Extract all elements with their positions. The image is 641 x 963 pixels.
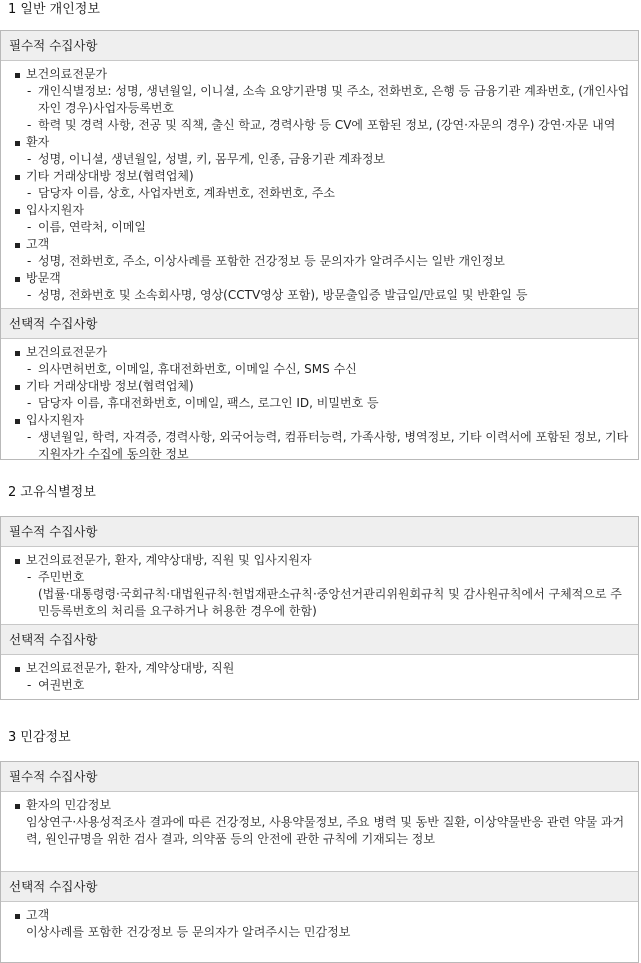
category-label: 고객 xyxy=(26,908,50,922)
item-text: 여권번호 xyxy=(38,678,85,692)
section-1-optional-header: 선택적 수집사항 xyxy=(1,308,638,339)
list-item xyxy=(15,134,630,168)
category-label: 기타 거래상대방 정보(협력업체) xyxy=(26,169,194,183)
dash-icon: - xyxy=(27,152,32,166)
section-2-optional-header: 선택적 수집사항 xyxy=(1,624,638,655)
category-label: 환자의 민감정보 xyxy=(26,798,111,812)
item-text: 임상연구·사용성적조사 결과에 따른 건강정보, 사용약물정보, 주요 병력 및 동반 질환, 이상약물반응 관련 약물 과거력, 원인규명을 위한 검사 결과, 의약품 등의 안전에 관한 규칙에 기재되는 정보 xyxy=(26,815,625,846)
item-text: 주민번호 xyxy=(38,570,85,584)
list-item xyxy=(27,117,630,134)
category-label: 환자 xyxy=(26,135,50,149)
dash-icon: - xyxy=(27,220,32,234)
list-item xyxy=(27,253,630,270)
item-text: 성명, 전화번호 및 소속회사명, 영상(CCTV영상 포함), 방문출입증 발급일/만료일 및 반환일 등 xyxy=(38,288,528,302)
item-text: 개인식별정보: 성명, 생년월일, 이니셜, 소속 요양기관명 및 주소, 전화번호, 은행 등 금융기관 계좌번호, (개인사업자인 경우)사업자등록번호 xyxy=(38,84,630,115)
section-2-required-header: 필수적 수집사항 xyxy=(1,517,638,547)
list-item xyxy=(27,395,630,412)
dash-icon: - xyxy=(27,678,32,692)
list-item xyxy=(27,185,630,202)
category-label: 보건의료전문가, 환자, 계약상대방, 직원 xyxy=(26,661,235,675)
dash-icon: - xyxy=(27,430,32,444)
category-label: 고객 xyxy=(26,237,50,251)
item-text: 의사면허번호, 이메일, 휴대전화번호, 이메일 수신, SMS 수신 xyxy=(38,362,357,376)
list-item xyxy=(27,287,630,304)
list-item xyxy=(15,202,630,236)
dash-icon: - xyxy=(27,186,32,200)
list-item xyxy=(15,660,630,694)
list-item xyxy=(15,552,630,620)
section-3-title: 3 민감정보 xyxy=(8,730,71,745)
section-1-required-body xyxy=(1,61,638,308)
section-3-required-header: 필수적 수집사항 xyxy=(1,762,638,792)
section-3-optional-body xyxy=(1,902,638,945)
list-item xyxy=(27,569,630,586)
list-item xyxy=(15,797,630,848)
category-label: 보건의료전문가, 환자, 계약상대방, 직원 및 입사지원자 xyxy=(26,553,312,567)
list-item xyxy=(15,344,630,378)
item-text: 담당자 이름, 상호, 사업자번호, 계좌번호, 전화번호, 주소 xyxy=(38,186,335,200)
section-2-box xyxy=(0,516,639,700)
item-text: 성명, 전화번호, 주소, 이상사례를 포함한 건강정보 등 문의자가 알려주시는 일반 개인정보 xyxy=(38,254,505,268)
dash-icon: - xyxy=(27,570,32,584)
dash-icon: - xyxy=(27,84,32,98)
section-1-required-header: 필수적 수집사항 xyxy=(1,31,638,61)
category-label: 입사지원자 xyxy=(26,413,84,427)
list-item xyxy=(27,83,630,117)
dash-icon: - xyxy=(27,118,32,132)
list-item xyxy=(15,236,630,270)
section-2-required-body xyxy=(1,547,638,624)
section-3-box xyxy=(0,761,639,963)
section-1-box xyxy=(0,30,639,460)
note-text: (법률·대통령령·국회규칙·대법원규칙·헌법재판소규칙·중앙선거관리위원회규칙 및 감사원규칙에서 구체적으로 주민등록번호의 처리를 요구하거나 허용한 경우에 한함) xyxy=(38,587,622,618)
item-text: 성명, 이니셜, 생년월일, 성별, 키, 몸무게, 인종, 금융기관 계좌정보 xyxy=(38,152,386,166)
list-item xyxy=(15,378,630,412)
section-1-title: 1 일반 개인정보 xyxy=(8,2,100,17)
item-text: 담당자 이름, 휴대전화번호, 이메일, 팩스, 로그인 ID, 비밀번호 등 xyxy=(38,396,379,410)
dash-icon: - xyxy=(27,396,32,410)
section-2-title: 2 고유식별정보 xyxy=(8,485,96,500)
item-text: 이상사례를 포함한 건강정보 등 문의자가 알려주시는 민감정보 xyxy=(26,925,351,939)
list-item xyxy=(27,219,630,236)
item-text: 학력 및 경력 사항, 전공 및 직책, 출신 학교, 경력사항 등 CV에 포함된 정보, (강연·자문의 경우) 강연·자문 내역 xyxy=(38,118,616,132)
list-item xyxy=(15,168,630,202)
list-item xyxy=(15,66,630,134)
category-label: 기타 거래상대방 정보(협력업체) xyxy=(26,379,194,393)
section-1-optional-body xyxy=(1,339,638,467)
list-item xyxy=(27,151,630,168)
category-label: 보건의료전문가 xyxy=(26,345,108,359)
list-item xyxy=(15,412,630,463)
item-text: 이름, 연락처, 이메일 xyxy=(38,220,146,234)
dash-icon: - xyxy=(27,254,32,268)
section-3-optional-header: 선택적 수집사항 xyxy=(1,871,638,902)
list-item xyxy=(27,361,630,378)
category-label: 입사지원자 xyxy=(26,203,84,217)
section-3-required-body xyxy=(1,792,638,871)
item-text: 생년월일, 학력, 자격증, 경력사항, 외국어능력, 컴퓨터능력, 가족사항, 병역정보, 기타 이력서에 포함된 정보, 기타 지원자가 수집에 동의한 정보 xyxy=(38,430,629,461)
list-item xyxy=(27,677,630,694)
dash-icon: - xyxy=(27,288,32,302)
list-item xyxy=(15,270,630,304)
section-2-optional-body xyxy=(1,655,638,698)
list-item xyxy=(15,907,630,941)
list-item xyxy=(27,429,630,463)
category-label: 보건의료전문가 xyxy=(26,67,108,81)
dash-icon: - xyxy=(27,362,32,376)
category-label: 방문객 xyxy=(26,271,61,285)
